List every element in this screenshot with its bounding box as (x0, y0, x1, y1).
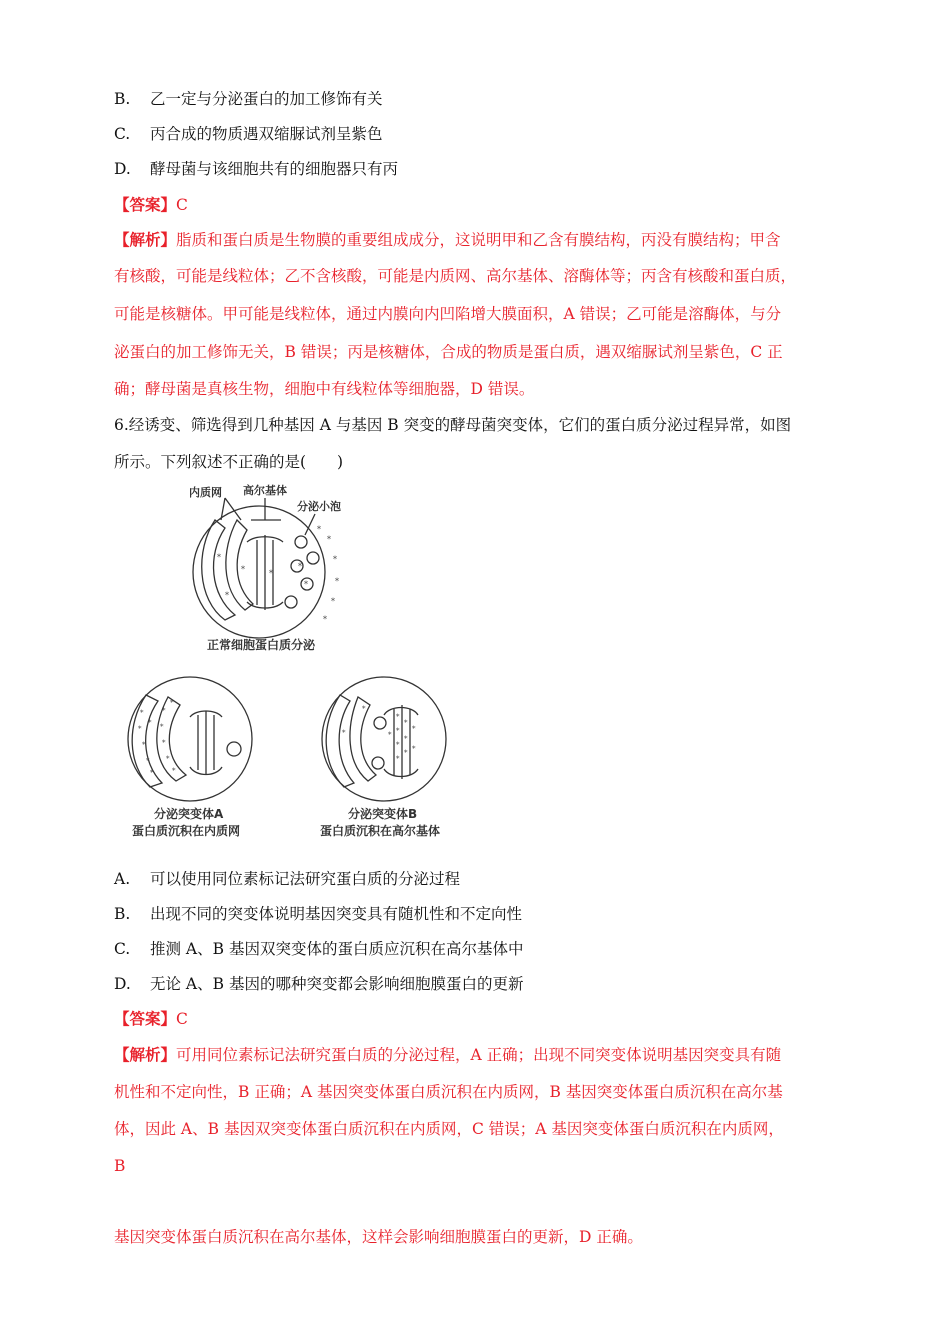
svg-text:*: * (342, 729, 346, 737)
figure-mutant-a (118, 675, 268, 845)
analysis-text: 脂质和蛋白质是生物膜的重要组成成分，这说明甲和乙含有膜结构，丙没有膜结构；甲含 (176, 231, 781, 249)
option-letter: B. (114, 905, 131, 923)
svg-text:*: * (146, 757, 150, 765)
svg-text:*: * (396, 713, 400, 721)
option-text: 推测 A、B 基因双突变体的蛋白质应沉积在高尔基体中 (150, 940, 524, 958)
svg-text:*: * (404, 749, 408, 757)
prev-analysis-line-4: 泌蛋白的加工修饰无关，B 错误；丙是核糖体，合成的物质是蛋白质，遇双缩脲试剂呈紫色，C 正 (114, 343, 783, 361)
option-text: 酵母菌与该细胞共有的细胞器只有丙 (150, 160, 399, 178)
mutant-b-diagram (312, 675, 462, 805)
option-c (114, 939, 523, 959)
option-a (114, 869, 460, 889)
caption-mutant-a-1: 分泌突变体A (154, 807, 224, 821)
svg-text:*: * (404, 719, 408, 727)
svg-text:*: * (142, 741, 146, 749)
svg-text:*: * (323, 615, 327, 624)
question6-analysis-line-1 (114, 1045, 781, 1065)
option-text: 丙合成的物质遇双缩脲试剂呈紫色 (150, 125, 383, 143)
option-b (114, 904, 522, 924)
svg-text:*: * (172, 767, 176, 775)
svg-text:*: * (298, 562, 302, 571)
option-letter: C. (114, 940, 131, 958)
option-letter: D. (114, 160, 131, 178)
analysis-tag: 【解析】 (114, 231, 177, 249)
question6-stem-line-2: 所示。下列叙述不正确的是( ) (114, 453, 344, 471)
svg-text:*: * (162, 707, 166, 715)
figure-mutant-b (312, 675, 462, 845)
analysis-text: 可用同位素标记法研究蛋白质的分泌过程，A 正确；出现不同突变体说明基因突变具有随 (176, 1046, 782, 1064)
question6-analysis-line-5: 基因突变体蛋白质沉积在高尔基体，这样会影响细胞膜蛋白的更新，D 正确。 (114, 1228, 643, 1246)
option-letter: C. (114, 125, 131, 143)
svg-text:*: * (412, 745, 416, 753)
svg-text:*: * (333, 555, 337, 564)
svg-text:*: * (362, 705, 366, 713)
svg-text:*: * (404, 735, 408, 743)
caption-mutant-b-1: 分泌突变体B (348, 807, 418, 821)
answer-tag: 【答案】 (114, 196, 177, 214)
svg-text:*: * (170, 699, 174, 707)
analysis-tag: 【解析】 (114, 1046, 177, 1064)
option-d (114, 974, 523, 994)
answer-value: C (176, 1010, 188, 1028)
svg-text:*: * (304, 580, 308, 589)
caption-normal: 正常细胞蛋白质分泌 (207, 638, 316, 652)
svg-text:*: * (317, 525, 321, 534)
svg-text:*: * (140, 709, 144, 717)
svg-text:*: * (138, 725, 142, 733)
svg-text:*: * (148, 719, 152, 727)
question6-analysis-line-4: B (114, 1157, 126, 1175)
mutant-a-diagram (118, 675, 268, 805)
prev-analysis-line-2: 有核酸，可能是线粒体；乙不含核酸，可能是内质网、高尔基体、溶酶体等；丙含有核酸和蛋白质， (114, 267, 797, 285)
svg-text:*: * (217, 553, 221, 562)
option-text: 可以使用同位素标记法研究蛋白质的分泌过程 (150, 870, 461, 888)
option-letter: B. (114, 90, 131, 108)
svg-text:*: * (269, 569, 273, 578)
svg-text:*: * (327, 535, 331, 544)
question6-stem-line-1: 6.经诱变、筛选得到几种基因 A 与基因 B 突变的酵母菌突变体，它们的蛋白质分泌过程异常，如图 (114, 416, 792, 434)
question6-analysis-line-3: 体，因此 A、B 基因双突变体蛋白质沉积在内质网，C 错误；A 基因突变体蛋白质沉积在内质网， (114, 1120, 784, 1138)
normal-cell-diagram (185, 480, 355, 655)
prev-analysis-line-3: 可能是核糖体。甲可能是线粒体，通过内膜向内凹陷增大膜面积，A 错误；乙可能是溶酶体，与分 (114, 305, 782, 323)
svg-text:*: * (241, 565, 245, 574)
svg-text:*: * (388, 731, 392, 739)
label-golgi: 高尔基体 (243, 484, 287, 497)
caption-mutant-a-2: 蛋白质沉积在内质网 (132, 824, 241, 838)
prev-option-d (114, 159, 398, 179)
prev-option-c (114, 124, 383, 144)
svg-text:*: * (150, 769, 154, 777)
svg-text:*: * (412, 725, 416, 733)
option-text: 无论 A、B 基因的哪种突变都会影响细胞膜蛋白的更新 (150, 975, 524, 993)
figure-normal-cell (185, 480, 355, 655)
prev-option-b (114, 89, 383, 109)
prev-analysis-line-1 (114, 230, 781, 250)
svg-text:*: * (396, 755, 400, 763)
option-text: 出现不同的突变体说明基因突变具有随机性和不定向性 (150, 905, 523, 923)
answer-tag: 【答案】 (114, 1010, 177, 1028)
svg-text:*: * (335, 577, 339, 586)
prev-answer (114, 195, 188, 215)
option-letter: D. (114, 975, 131, 993)
svg-text:*: * (162, 739, 166, 747)
option-text: 乙一定与分泌蛋白的加工修饰有关 (150, 90, 383, 108)
svg-text:*: * (225, 591, 229, 600)
svg-text:*: * (331, 597, 335, 606)
svg-text:*: * (166, 755, 170, 763)
svg-text:*: * (396, 741, 400, 749)
label-vesicle: 分泌小泡 (297, 500, 341, 513)
question6-analysis-line-2: 机性和不定向性，B 正确；A 基因突变体蛋白质沉积在内质网，B 基因突变体蛋白质沉积在高尔基 (114, 1083, 783, 1101)
caption-mutant-b-2: 蛋白质沉积在高尔基体 (320, 824, 441, 838)
answer-value: C (176, 196, 188, 214)
label-er: 内质网 (189, 486, 222, 499)
option-letter: A. (114, 870, 131, 888)
svg-text:*: * (160, 723, 164, 731)
prev-analysis-line-5: 确；酵母菌是真核生物，细胞中有线粒体等细胞器，D 错误。 (114, 380, 535, 398)
svg-text:*: * (396, 727, 400, 735)
question6-answer (114, 1009, 188, 1029)
